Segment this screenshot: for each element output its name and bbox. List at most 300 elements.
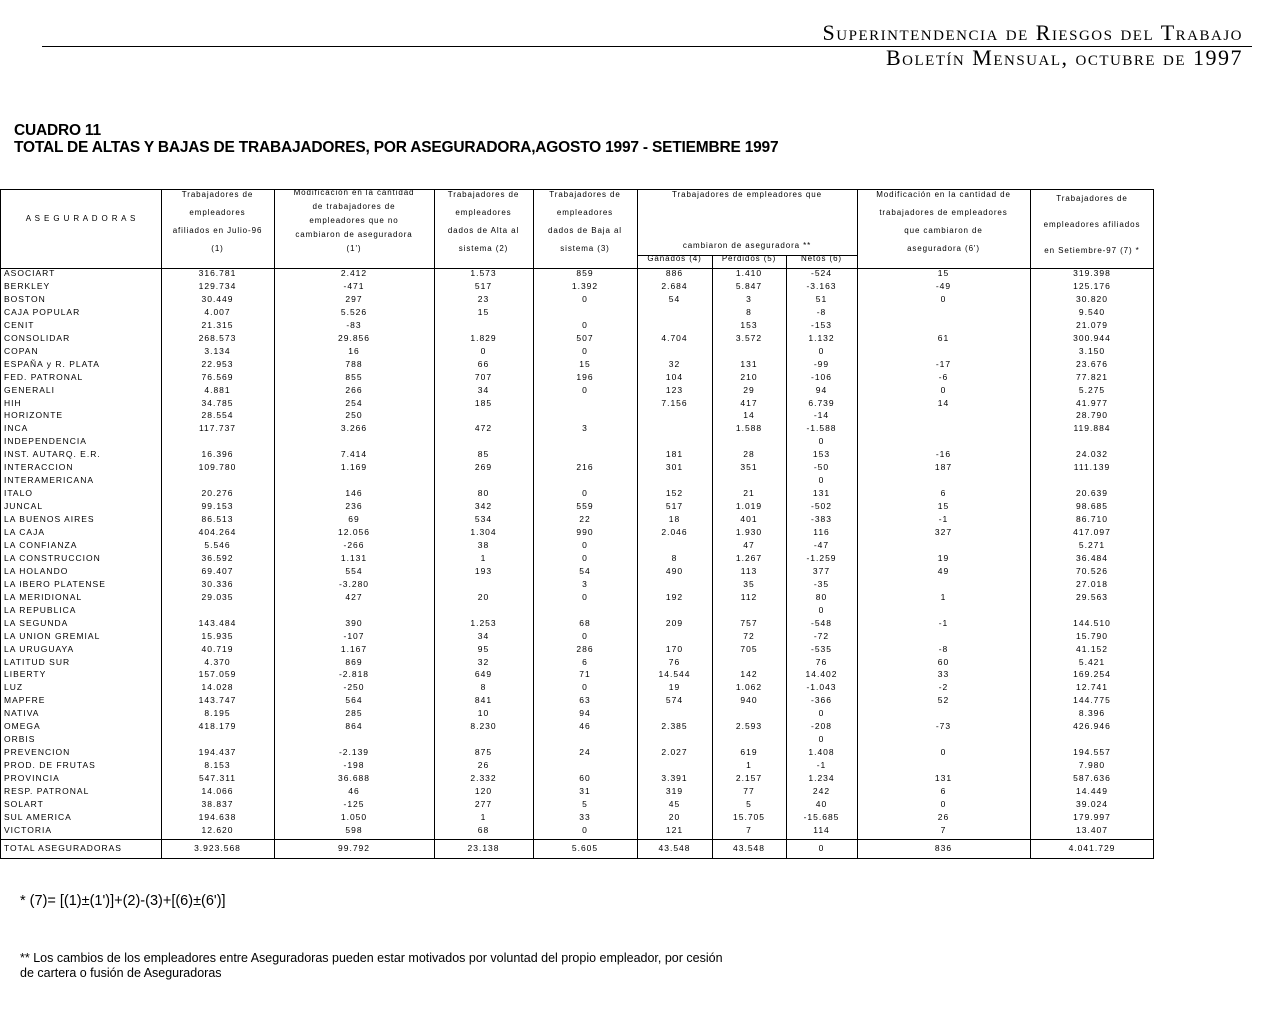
insurer-name: SOLART xyxy=(4,798,44,809)
value-cell: 10 xyxy=(477,708,490,719)
value-cell: 36.688 xyxy=(338,773,370,784)
value-cell: 76 xyxy=(668,656,681,667)
value-cell: 377 xyxy=(812,565,831,576)
value-cell: 705 xyxy=(740,643,758,654)
value-cell: -208 xyxy=(810,721,832,732)
value-cell: 39.024 xyxy=(1076,798,1108,809)
value-cell: -8 xyxy=(938,643,949,654)
value-cell: 34.785 xyxy=(201,397,234,408)
value-cell: 1.253 xyxy=(470,617,497,628)
value-cell: -107 xyxy=(343,630,365,641)
value-cell: 23.138 xyxy=(467,843,500,853)
insurer-name: MAPFRE xyxy=(4,695,46,706)
value-cell: 9.540 xyxy=(1078,306,1106,317)
insurer-name: CAJA POPULAR xyxy=(4,306,81,317)
value-cell: 14.028 xyxy=(201,682,234,693)
value-cell: 16 xyxy=(348,345,360,356)
value-cell: 250 xyxy=(345,410,363,421)
insurer-name: PROD. DE FRUTAS xyxy=(4,760,96,771)
col-header-5: Perdidos (5) xyxy=(721,254,777,263)
value-cell: 23 xyxy=(477,293,490,304)
value-cell: 28.554 xyxy=(201,410,234,421)
table-row xyxy=(1,539,1154,552)
value-cell: 6 xyxy=(582,656,588,667)
value-cell: 63 xyxy=(579,695,591,706)
value-cell: 2.157 xyxy=(735,773,763,784)
value-cell: 0 xyxy=(582,552,588,563)
value-cell: -1.043 xyxy=(806,682,837,693)
value-cell: 170 xyxy=(665,643,684,654)
col-header-6p: Modificación en la cantidad de trabajadores de empleadores que cambiaron de aseguradora (6') xyxy=(876,190,1011,253)
value-cell: -72 xyxy=(813,630,830,641)
value-cell: 5.271 xyxy=(1078,539,1106,550)
value-cell: 76.569 xyxy=(201,371,234,382)
value-cell: 6.739 xyxy=(808,397,835,408)
insurer-name: LA IBERO PLATENSE xyxy=(4,578,106,589)
value-cell: 26 xyxy=(477,760,490,771)
value-cell: 7.156 xyxy=(661,397,688,408)
table-row xyxy=(1,630,1154,643)
value-cell: 209 xyxy=(665,617,684,628)
insurer-name: LATITUD SUR xyxy=(4,656,71,667)
table-row xyxy=(1,824,1154,837)
value-cell: 1.588 xyxy=(735,423,763,434)
value-cell: -106 xyxy=(810,371,832,382)
value-cell: 49 xyxy=(937,565,950,576)
insurer-name: LA CONSTRUCCION xyxy=(4,552,101,563)
insurer-name: GENERALI xyxy=(4,384,55,395)
value-cell: 116 xyxy=(813,527,830,537)
value-cell: 27.018 xyxy=(1076,578,1108,589)
insurer-name: PROVINCIA xyxy=(4,773,60,784)
value-cell: 33 xyxy=(579,811,591,822)
value-cell: 598 xyxy=(345,824,363,835)
value-cell: 254 xyxy=(345,397,363,408)
value-cell: 427 xyxy=(345,591,363,602)
value-cell: 36.592 xyxy=(201,552,234,563)
value-cell: 5 xyxy=(582,798,588,809)
value-cell: 869 xyxy=(345,656,363,667)
footnote-line-1: ** Los cambios de los empleadores entre Aseguradoras pueden estar motivados por voluntad del propio empleador, por cesión xyxy=(20,951,723,965)
value-cell: -1 xyxy=(938,514,949,525)
value-cell: 0 xyxy=(818,345,825,356)
value-cell: 146 xyxy=(345,488,363,499)
total-row xyxy=(1,842,1154,855)
value-cell: 28.790 xyxy=(1076,410,1108,421)
table-row xyxy=(1,798,1154,811)
value-cell: 564 xyxy=(345,695,363,706)
value-cell: 8.195 xyxy=(204,708,231,719)
value-cell: 8 xyxy=(480,682,487,693)
value-cell: 401 xyxy=(740,514,758,525)
value-cell: 114 xyxy=(813,824,830,835)
insurer-name: JUNCAL xyxy=(4,501,44,512)
value-cell: 35 xyxy=(743,578,755,589)
value-cell: 24.032 xyxy=(1076,449,1108,460)
table-row xyxy=(1,617,1154,630)
value-cell: 0 xyxy=(818,475,825,486)
value-cell: 71 xyxy=(579,669,591,680)
value-cell: 157.059 xyxy=(198,669,237,680)
col-header-4: Ganados (4) xyxy=(647,254,702,263)
value-cell: 152 xyxy=(665,488,684,499)
value-cell: 1.267 xyxy=(735,552,763,563)
value-cell: 192 xyxy=(665,591,684,602)
value-cell: 54 xyxy=(668,293,681,304)
table-row xyxy=(1,526,1154,539)
insurer-name: INCA xyxy=(4,423,29,434)
value-cell: 52 xyxy=(937,695,950,706)
value-cell: 649 xyxy=(474,669,493,680)
value-cell: 1.304 xyxy=(470,527,497,537)
insurer-name: LIBERTY xyxy=(4,669,47,680)
value-cell: -49 xyxy=(935,280,952,291)
col-header-2: Trabajadores de empleadores dados de Alta al sistema (2) xyxy=(447,190,520,253)
table-row xyxy=(1,267,1154,280)
value-cell: 30.820 xyxy=(1076,293,1108,304)
value-cell: 547.311 xyxy=(198,773,237,784)
insurer-name: LA CAJA xyxy=(4,527,46,537)
value-cell: 15 xyxy=(937,501,950,512)
value-cell: 3.150 xyxy=(1078,345,1106,356)
value-cell: 5.275 xyxy=(1078,384,1106,395)
value-cell: 14 xyxy=(743,410,755,421)
value-cell: 2.027 xyxy=(661,747,688,758)
insurer-name: ASOCIART xyxy=(4,268,56,278)
value-cell: 34 xyxy=(477,630,490,641)
col-header-1p: Modificación en la cantidad de trabajadores de empleadores que no cambiaron de aseguradora (1') xyxy=(293,188,415,253)
value-cell: 40 xyxy=(815,798,828,809)
value-cell: 707 xyxy=(474,371,493,382)
value-cell: 12.620 xyxy=(201,824,234,835)
value-cell: 14.449 xyxy=(1076,786,1108,796)
insurer-name: PREVENCION xyxy=(4,747,71,758)
insurer-name: LA HOLANDO xyxy=(4,565,69,576)
value-cell: 619 xyxy=(740,747,758,758)
table-row xyxy=(1,707,1154,720)
value-cell: 193 xyxy=(474,565,493,576)
value-cell: 29.856 xyxy=(338,332,370,343)
insurer-name: BERKLEY xyxy=(4,280,51,291)
value-cell: 77.821 xyxy=(1076,371,1108,382)
insurer-name: INTERAMERICANA xyxy=(4,475,95,486)
value-cell: 7.414 xyxy=(340,449,368,460)
value-cell: 7 xyxy=(746,824,752,835)
value-cell: 3.572 xyxy=(735,332,763,343)
value-cell: 121 xyxy=(665,824,684,835)
table-row xyxy=(1,448,1154,461)
insurer-name: CENIT xyxy=(4,319,35,330)
value-cell: 0 xyxy=(582,682,588,693)
value-cell: 16.396 xyxy=(201,449,234,460)
value-cell: 490 xyxy=(665,565,684,576)
value-cell: 129.734 xyxy=(198,280,237,291)
insurer-name: LA UNION GREMIAL xyxy=(4,630,101,641)
value-cell: 95 xyxy=(477,643,490,654)
value-cell: 1.829 xyxy=(470,332,497,343)
value-cell: 179.997 xyxy=(1073,811,1111,822)
table-row xyxy=(1,681,1154,694)
value-cell: 5.421 xyxy=(1078,656,1106,667)
value-cell: -2.139 xyxy=(338,747,370,758)
value-cell: 1.410 xyxy=(735,268,763,278)
value-cell: 143.484 xyxy=(198,617,237,628)
value-cell: 60 xyxy=(579,773,591,784)
value-cell: 0 xyxy=(582,630,588,641)
value-cell: 14.544 xyxy=(658,669,691,680)
value-cell: 757 xyxy=(740,617,758,628)
value-cell: 0 xyxy=(582,591,588,602)
value-cell: 51 xyxy=(815,293,828,304)
value-cell: 342 xyxy=(474,501,493,512)
value-cell: -502 xyxy=(810,501,832,512)
footnote-line-2: de cartera o fusión de Aseguradoras xyxy=(20,966,222,980)
table-row xyxy=(1,397,1154,410)
value-cell: 0 xyxy=(940,384,947,395)
value-cell: 86.513 xyxy=(201,514,234,525)
value-cell: 30.336 xyxy=(201,578,234,589)
value-cell: 14.402 xyxy=(805,669,838,680)
value-cell: -250 xyxy=(343,682,365,693)
table-row xyxy=(1,591,1154,604)
value-cell: 131 xyxy=(934,773,953,784)
insurer-name: LA URUGUAYA xyxy=(4,643,75,654)
value-cell: 66 xyxy=(477,358,490,369)
value-cell: 4.007 xyxy=(204,306,231,317)
value-cell: 98.685 xyxy=(1076,501,1108,512)
value-cell: 0 xyxy=(818,436,825,447)
value-cell: 13.407 xyxy=(1076,824,1108,835)
insurer-name: LA REPUBLICA xyxy=(4,604,77,615)
value-cell: 319.398 xyxy=(1073,268,1111,278)
value-cell: -548 xyxy=(810,617,832,628)
value-cell: 990 xyxy=(576,527,594,537)
value-cell: 68 xyxy=(579,617,591,628)
value-cell: -266 xyxy=(343,539,365,550)
value-cell: 24 xyxy=(579,747,591,758)
table-row xyxy=(1,345,1154,358)
value-cell: 242 xyxy=(812,786,831,796)
value-cell: 31 xyxy=(579,786,591,796)
table-row xyxy=(1,487,1154,500)
value-cell: 2.385 xyxy=(661,721,688,732)
value-cell: 45 xyxy=(668,798,681,809)
value-cell: 99.153 xyxy=(201,501,234,512)
value-cell: 2.593 xyxy=(735,721,763,732)
insurer-name: ITALO xyxy=(4,488,33,499)
value-cell: 2.332 xyxy=(470,773,497,784)
value-cell: 20.276 xyxy=(201,488,234,499)
table-row xyxy=(1,306,1154,319)
value-cell: 0 xyxy=(480,345,487,356)
value-cell: -47 xyxy=(813,539,830,550)
value-cell: 886 xyxy=(665,268,684,278)
value-cell: -99 xyxy=(813,358,830,369)
value-cell: 85 xyxy=(477,449,490,460)
table-row xyxy=(1,668,1154,681)
value-cell: 68 xyxy=(477,824,490,835)
value-cell: 12.056 xyxy=(338,527,370,537)
insurer-name: FED. PATRONAL xyxy=(4,371,84,382)
value-cell: 1.132 xyxy=(808,332,835,343)
table-row xyxy=(1,604,1154,617)
table-row xyxy=(1,720,1154,733)
value-cell: 875 xyxy=(474,747,493,758)
insurer-name: HIH xyxy=(4,397,22,408)
insurer-name: LUZ xyxy=(4,682,24,693)
value-cell: -1.259 xyxy=(806,552,837,563)
value-cell: 46 xyxy=(579,721,591,732)
value-cell: 194.437 xyxy=(198,747,237,758)
insurer-name: OMEGA xyxy=(4,721,41,732)
value-cell: 426.946 xyxy=(1073,721,1111,732)
value-cell: 534 xyxy=(474,514,493,525)
value-cell: 142 xyxy=(740,669,758,680)
table-row xyxy=(1,435,1154,448)
value-cell: 3.134 xyxy=(204,345,231,356)
value-cell: 185 xyxy=(474,397,493,408)
value-cell: 5.847 xyxy=(735,280,763,291)
value-cell: 15.935 xyxy=(201,630,234,641)
value-cell: 1.050 xyxy=(340,811,368,822)
table-title: TOTAL DE ALTAS Y BAJAS DE TRABAJADORES, POR ASEGURADORA,AGOSTO 1997 - SETIEMBRE 1997 xyxy=(14,139,779,156)
total-divider xyxy=(1,839,1154,840)
value-cell: -3.163 xyxy=(806,280,837,291)
value-cell: 153 xyxy=(740,319,758,330)
value-cell: 112 xyxy=(740,591,758,602)
value-cell: 99.792 xyxy=(338,843,370,853)
insurer-name: ORBIS xyxy=(4,734,36,745)
value-cell: 113 xyxy=(740,565,758,576)
header-agency: Superintendencia de Riesgos del Trabajo xyxy=(822,20,1243,45)
value-cell: 131 xyxy=(812,488,831,499)
table-row xyxy=(1,643,1154,656)
value-cell: 327 xyxy=(934,527,953,537)
insurer-name: LA BUENOS AIRES xyxy=(4,514,95,525)
col-header-cambio-top: Trabajadores de empleadores que xyxy=(672,190,822,199)
value-cell: 1.019 xyxy=(735,501,763,512)
value-cell: 0 xyxy=(940,747,947,758)
value-cell: 2.684 xyxy=(661,280,688,291)
value-cell: 20 xyxy=(668,811,681,822)
table-number: CUADRO 11 xyxy=(14,122,101,139)
value-cell: 8.153 xyxy=(204,760,231,771)
value-cell: 54 xyxy=(579,565,591,576)
value-cell: 0 xyxy=(818,604,825,615)
value-cell: 15.790 xyxy=(1076,630,1108,641)
value-cell: -2 xyxy=(938,682,949,693)
value-cell: 1.234 xyxy=(808,773,835,784)
value-cell: 80 xyxy=(477,488,490,499)
value-cell: 43.548 xyxy=(658,843,691,853)
value-cell: -2.818 xyxy=(338,669,370,680)
value-cell: -471 xyxy=(343,280,365,291)
table-row xyxy=(1,565,1154,578)
value-cell: 41.977 xyxy=(1076,397,1108,408)
value-cell: 3 xyxy=(582,423,588,434)
value-cell: 120 xyxy=(474,786,493,796)
value-cell: 1 xyxy=(480,552,487,563)
insurer-name: LA SEGUNDA xyxy=(4,617,69,628)
value-cell: 319 xyxy=(665,786,684,796)
value-cell: 418.179 xyxy=(198,721,237,732)
value-cell: 2.046 xyxy=(661,527,688,537)
header-bulletin: Boletín Mensual, octubre de 1997 xyxy=(885,45,1243,70)
value-cell: 8 xyxy=(746,306,752,317)
value-cell: 316.781 xyxy=(198,268,237,278)
value-cell: 15 xyxy=(937,268,950,278)
value-cell: 1.573 xyxy=(470,268,497,278)
value-cell: 0 xyxy=(582,824,588,835)
col-header-7: Trabajadores de empleadores afiliados en Setiembre-97 (7) * xyxy=(1043,194,1141,255)
value-cell: 6 xyxy=(940,488,947,499)
insurer-name: LA MERIDIONAL xyxy=(4,591,83,602)
value-cell: 286 xyxy=(576,643,594,654)
value-cell: 1.392 xyxy=(571,280,599,291)
table-row xyxy=(1,694,1154,707)
value-cell: 86.710 xyxy=(1076,514,1108,525)
value-cell: 69.407 xyxy=(201,565,234,576)
value-cell: 70.526 xyxy=(1076,565,1108,576)
value-cell: 14 xyxy=(937,397,950,408)
value-cell: 0 xyxy=(940,798,947,809)
value-cell: 587.636 xyxy=(1073,773,1111,784)
value-cell: 517 xyxy=(474,280,493,291)
value-cell: 285 xyxy=(345,708,363,719)
table-row xyxy=(1,733,1154,746)
value-cell: 125.176 xyxy=(1073,280,1111,291)
value-cell: 26 xyxy=(937,811,950,822)
value-cell: 0 xyxy=(818,843,825,853)
value-cell: 841 xyxy=(474,695,493,706)
value-cell: 268.573 xyxy=(198,332,237,343)
value-cell: 111.139 xyxy=(1073,462,1111,473)
table-row xyxy=(1,319,1154,332)
value-cell: 76 xyxy=(815,656,828,667)
value-cell: 940 xyxy=(740,695,758,706)
value-cell: 32 xyxy=(477,656,490,667)
insurer-name: BOSTON xyxy=(4,293,46,304)
value-cell: 1.930 xyxy=(735,527,763,537)
insurer-name: INTERACCION xyxy=(4,462,74,473)
value-cell: 38.837 xyxy=(201,798,234,809)
table-row xyxy=(1,578,1154,591)
value-cell: 8.230 xyxy=(470,721,497,732)
value-cell: 1.062 xyxy=(735,682,763,693)
value-cell: 15 xyxy=(477,306,490,317)
value-cell: 18 xyxy=(668,514,681,525)
insurer-name: COPAN xyxy=(4,345,39,356)
value-cell: 12.741 xyxy=(1076,682,1108,693)
value-cell: -524 xyxy=(810,268,832,278)
value-cell: 266 xyxy=(345,384,363,395)
table-row xyxy=(1,332,1154,345)
value-cell: 472 xyxy=(474,423,493,434)
value-cell: 187 xyxy=(934,462,953,473)
value-cell: 69 xyxy=(348,514,360,525)
value-cell: 196 xyxy=(576,371,594,382)
value-cell: 36.484 xyxy=(1076,552,1108,563)
value-cell: 554 xyxy=(345,565,363,576)
col-header-3: Trabajadores de empleadores dados de Baja al sistema (3) xyxy=(547,190,622,253)
value-cell: 417 xyxy=(740,397,758,408)
value-cell: 855 xyxy=(345,371,363,382)
value-cell: -366 xyxy=(810,695,832,706)
value-cell: -1 xyxy=(816,760,827,771)
value-cell: 4.370 xyxy=(204,656,231,667)
value-cell: 80 xyxy=(815,591,828,602)
value-cell: 38 xyxy=(477,539,490,550)
